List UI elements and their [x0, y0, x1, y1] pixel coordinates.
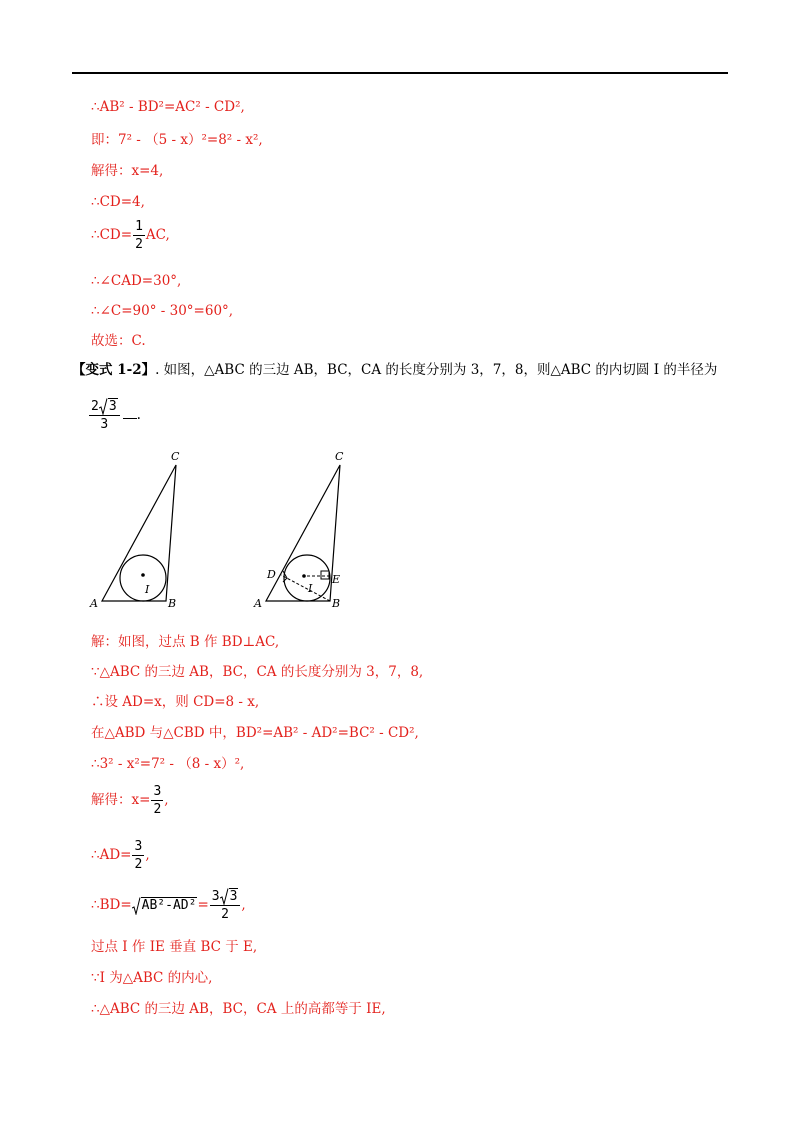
solution1-line5-suffix: AC,	[145, 227, 170, 243]
label-a: A	[90, 597, 98, 610]
triangle-abc	[266, 465, 340, 601]
solution1-line7: ∴∠C=90° - 30°=60°,	[91, 303, 234, 319]
solution1-line4: ∴CD=4,	[91, 194, 145, 210]
answer-denominator: 3	[89, 415, 120, 433]
solution2-line11: ∴△ABC 的三边 AB，BC，CA 上的高都等于 IE,	[91, 1001, 386, 1017]
label-e: E	[332, 573, 341, 586]
fraction-numerator	[210, 888, 241, 905]
problem-tag: 【变式 1-2】	[72, 362, 156, 378]
solution2-line2: ∵△ABC 的三边 AB，BC，CA 的长度分别为 3，7，8,	[91, 664, 424, 680]
solution2-line8-prefix: ∴BD=	[91, 897, 132, 913]
fraction-denominator: 2	[210, 905, 241, 923]
answer-tail: .	[136, 407, 141, 423]
solution2-line8-equals: =	[197, 897, 209, 913]
sqrt-expression	[132, 897, 198, 915]
header-rule	[72, 72, 728, 74]
fraction-three-halves	[151, 783, 163, 818]
solution1-line5-prefix: ∴CD=	[91, 227, 133, 243]
answer-blank	[123, 418, 137, 419]
figure-triangle-altitude	[252, 445, 362, 615]
answer-radicand: 3	[108, 399, 117, 414]
solution2-line8	[91, 888, 246, 923]
fraction-denominator: 2	[135, 237, 143, 252]
sqrt-symbol	[99, 398, 118, 415]
sqrt-radicand: AB²-AD²	[141, 898, 197, 913]
solution2-line9: 过点 I 作 IE 垂直 BC 于 E,	[91, 939, 258, 955]
label-c: C	[335, 450, 344, 463]
incenter-dot	[302, 574, 306, 578]
answer-numerator	[89, 398, 120, 415]
sqrt-symbol	[220, 888, 239, 905]
solution2-line7	[91, 838, 150, 873]
solution1-line6: ∴∠CAD=30°,	[91, 273, 182, 289]
label-c: C	[171, 450, 180, 463]
answer-fraction	[89, 398, 120, 433]
solution2-line6-suffix: ,	[164, 792, 169, 808]
incircle	[120, 555, 166, 601]
numerator-radicand: 3	[229, 889, 238, 904]
solution2-line5: ∴3² - x²=7² - （8 - x）²,	[91, 756, 245, 772]
solution2-line6	[91, 783, 169, 818]
numerator-coefficient: 3	[211, 889, 220, 904]
fraction-numerator: 3	[153, 784, 162, 799]
solution2-line1: 解：如图，过点 B 作 BD⊥AC,	[91, 634, 280, 650]
solution1-line8: 故选：C.	[91, 333, 146, 349]
fraction-denominator: 2	[134, 857, 143, 872]
solution2-line3: ∴设 AD=x，则 CD=8 - x,	[91, 694, 260, 710]
fraction-denominator: 2	[153, 802, 162, 817]
fraction-numerator: 1	[135, 219, 143, 234]
fraction-three-root-three-halves	[210, 888, 241, 923]
solution1-line2: 即：7² - （5 - x）²=8² - x²,	[91, 132, 263, 148]
triangle-abc	[102, 465, 176, 601]
label-d: D	[267, 568, 276, 581]
incenter-dot	[141, 573, 145, 577]
label-i: I	[145, 583, 150, 596]
solution2-line8-suffix: ,	[241, 897, 246, 913]
label-a: A	[254, 597, 262, 610]
solution2-line7-suffix: ,	[145, 847, 150, 863]
solution1-line1: ∴AB² - BD²=AC² - CD²,	[91, 99, 245, 115]
right-angle-e	[321, 571, 329, 579]
fraction-one-half	[133, 218, 145, 253]
figure-triangle-incircle	[88, 445, 198, 615]
answer-coefficient: 2	[91, 399, 99, 414]
solution1-line5	[91, 218, 170, 253]
solution2-line7-prefix: ∴AD=	[91, 847, 132, 863]
solution2-line4: 在△ABD 与△CBD 中，BD²=AB² - AD²=BC² - CD²,	[91, 725, 419, 741]
label-b: B	[332, 597, 341, 610]
problem-statement	[72, 361, 717, 379]
fraction-three-halves	[132, 838, 144, 873]
solution2-line6-prefix: 解得：x=	[91, 792, 151, 808]
problem-answer	[88, 398, 141, 433]
fraction-numerator: 3	[134, 839, 143, 854]
solution1-line3: 解得：x=4,	[91, 163, 164, 179]
label-b: B	[168, 597, 177, 610]
problem-text: . 如图，△ABC 的三边 AB，BC，CA 的长度分别为 3，7，8，则△ABC 的内切圆 I 的半径为	[155, 362, 718, 378]
incircle	[284, 555, 330, 601]
solution2-line10: ∵I 为△ABC 的内心,	[91, 970, 213, 986]
label-i: I	[308, 582, 313, 595]
